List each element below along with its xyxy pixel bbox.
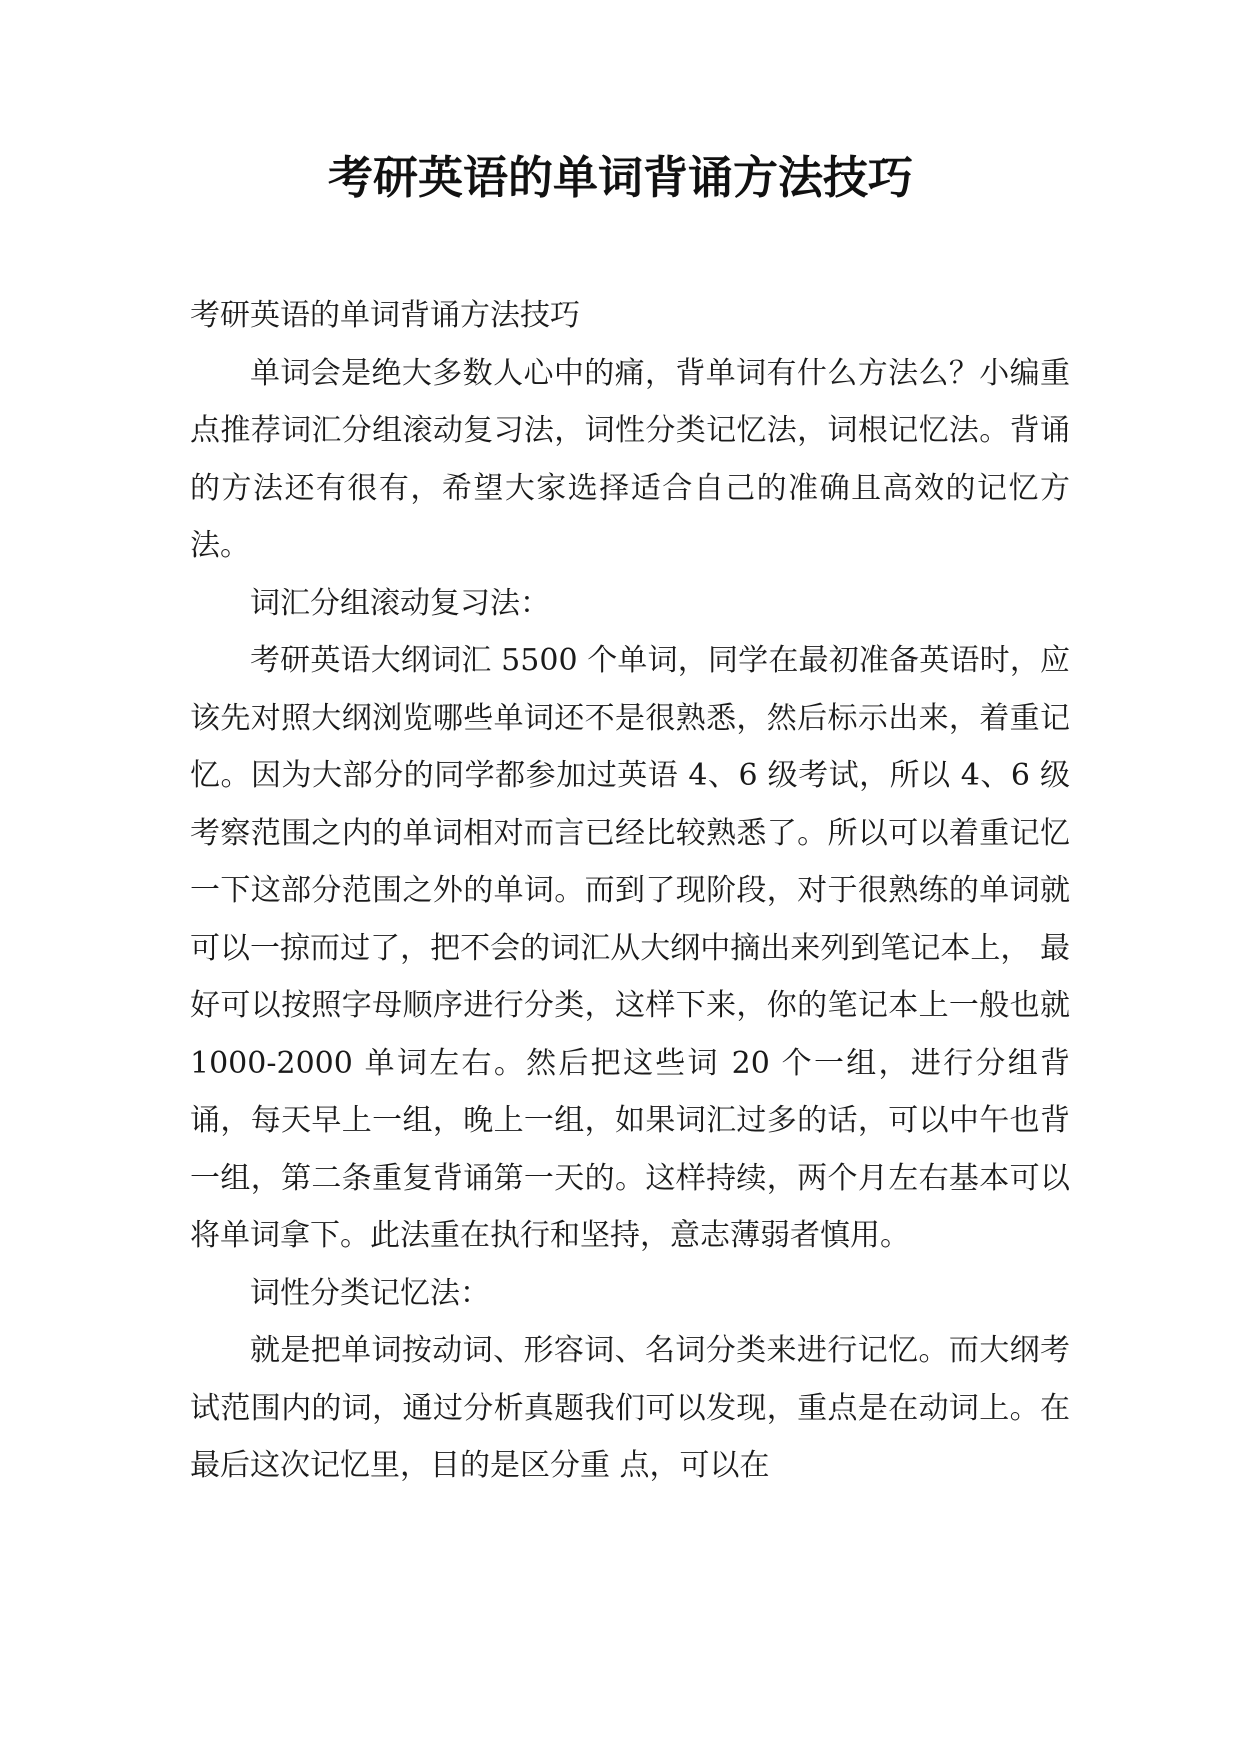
section-heading-part-of-speech: 词性分类记忆法：	[250, 1275, 490, 1311]
grouped-review-paragraph: 考研英语大纲词汇 5500 个单词，同学在最初准备英语时，应该先对照大纲浏览哪些单词还不是很熟悉，然后标示出来，着重记忆。因为大部分的同学都参加过英语 4、6 级考试，所以 4、6 级考察范围之内的单词相对而言已经比较熟悉了。所以可以着重记忆一下这部分范围之外的单词。而到了现阶段，对于很熟练的单词就可以一掠而过了，把不会的词汇从大纲中摘出来列到笔记本上， 最好可以按照字母顺序进行分类，这样下来，你的笔记本上一般也就 1000-2000 单词左右。然后把这些词 20 个一组，进行分组背诵，每天早上一组，晚上一组，如果词汇过多的话，可以中午也背一组，第二条重复背诵第一天的。这样持续，两个月左右基本可以将单词拿下。此法重在执行和坚持，意志薄弱者慎用。	[190, 643, 1070, 1253]
section-heading-grouped-review: 词汇分组滚动复习法：	[250, 585, 550, 621]
part-of-speech-paragraph: 就是把单词按动词、形容词、名词分类来进行记忆。而大纲考试范围内的词，通过分析真题我们可以发现，重点是在动词上。在最后这次记忆里，目的是区分重 点，可以在	[190, 1333, 1070, 1483]
body-heading-paragraph: 考研英语的单词背诵方法技巧	[190, 298, 580, 333]
document-body	[190, 287, 1070, 1495]
document-title: 考研英语的单词背诵方法技巧	[327, 151, 913, 204]
intro-paragraph: 单词会是绝大多数人心中的痛，背单词有什么方法么？小编重点推荐词汇分组滚动复习法，词性分类记忆法，词根记忆法。背诵的方法还有很有，希望大家选择适合自己的准确且高效的记忆方法。	[190, 355, 1070, 563]
